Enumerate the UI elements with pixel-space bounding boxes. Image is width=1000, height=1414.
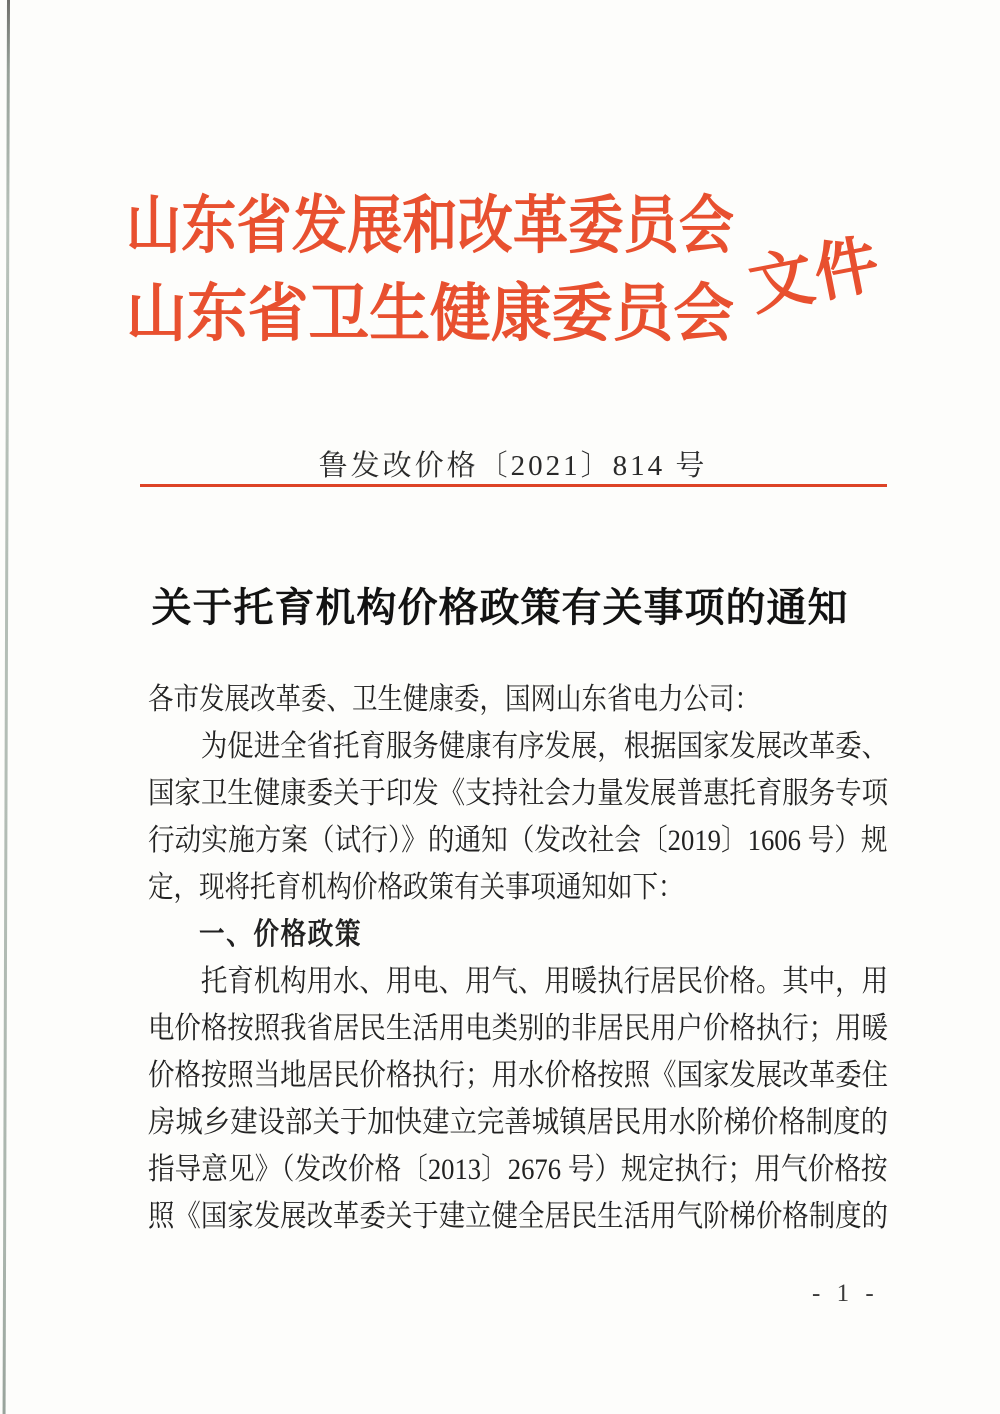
issuer-name-line1 [126,182,734,270]
section-heading-price-policy: 一、价格政策 [199,918,363,951]
body-line: 国家卫生健康委关于印发《支持社会力量发展普惠托育服务专项 [148,777,888,810]
body-text [148,676,888,1240]
body-line: 指导意见》（发改价格〔2013〕2676 号）规定执行；用气价格按 [148,1153,888,1186]
body-line: 电价格按照我省居民生活用电类别的非居民用户价格执行；用暖 [148,1012,888,1045]
issuer-name-line2-text: 山东省卫生健康委员会 [126,279,734,349]
body-line: 照《国家发展改革委关于建立健全居民生活用气阶梯价格制度的 [148,1200,888,1233]
document-title: 关于托育机构价格政策有关事项的通知 [151,585,849,630]
body-line: 为促进全省托育服务健康有序发展，根据国家发展改革委、 [200,730,888,763]
document-number: 鲁发改价格〔2021〕814 号 [318,450,708,482]
body-line: 定，现将托育机构价格政策有关事项通知如下： [148,871,684,904]
body-line: 行动实施方案（试行）》的通知（发改社会〔2019〕1606 号）规 [148,824,888,857]
issuer-name-line2 [126,270,734,358]
letterhead [126,182,734,358]
document-type-label: 文件 [743,227,887,323]
page-number: - 1 - [812,1280,879,1307]
body-line: 价格按照当地居民价格执行；用水价格按照《国家发展改革委住 [148,1059,888,1092]
issuer-name-line1-text: 山东省发展和改革委员会 [126,191,734,261]
salutation-line: 各市发展改革委、卫生健康委，国网山东省电力公司： [148,683,760,716]
body-line: 托育机构用水、用电、用气、用暖执行居民价格。其中，用 [200,965,888,998]
red-separator-line [140,484,887,487]
body-line: 房城乡建设部关于加快建立完善城镇居民用水阶梯价格制度的 [148,1106,888,1139]
scan-edge-artifact [3,0,10,1414]
